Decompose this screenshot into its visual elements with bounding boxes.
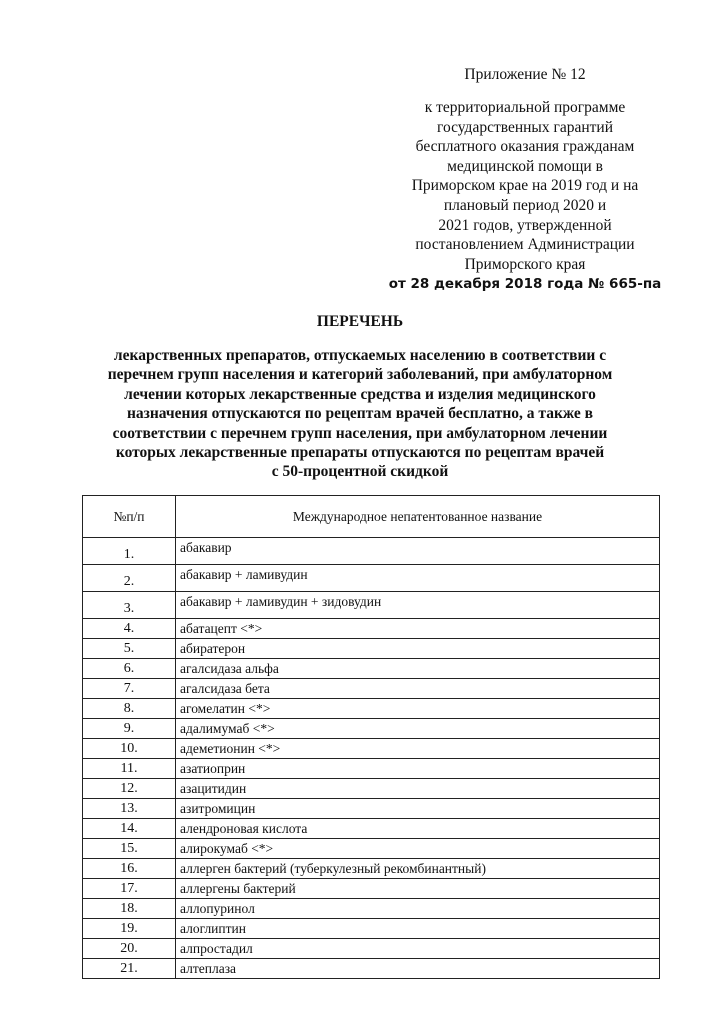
row-number: 6.	[83, 659, 176, 679]
drug-name: абакавир + ламивудин	[176, 565, 660, 592]
row-number: 8.	[83, 699, 176, 719]
drug-name: азатиоприн	[176, 759, 660, 779]
appendix-line: 2021 годов, утвержденной	[438, 216, 612, 234]
row-number: 14.	[83, 819, 176, 839]
row-number: 2.	[83, 565, 176, 592]
table-row	[83, 538, 660, 565]
drug-table	[82, 495, 660, 979]
appendix-line: Приморском крае на 2019 год и на	[411, 177, 639, 195]
appendix-line: медицинской помощи в	[447, 157, 603, 175]
row-number: 13.	[83, 799, 176, 819]
appendix-line: постановлением Администрации	[415, 236, 635, 254]
drug-name: алоглиптин	[176, 919, 660, 939]
appendix-line: к территориальной программе	[424, 99, 626, 116]
row-number: 9.	[83, 719, 176, 739]
table-row	[83, 619, 660, 639]
row-number: 11.	[83, 759, 176, 779]
row-number: 10.	[83, 739, 176, 759]
table-row	[83, 799, 660, 819]
row-number: 15.	[83, 839, 176, 859]
row-number: 5.	[83, 639, 176, 659]
appendix-text	[380, 98, 670, 274]
table-row	[83, 819, 660, 839]
subtitle-line: лечении которых лекарственные средства и изделия медицинского	[124, 385, 596, 403]
table-row	[83, 779, 660, 799]
drug-name: аллопуринол	[176, 899, 660, 919]
table-row	[83, 719, 660, 739]
row-number: 19.	[83, 919, 176, 939]
row-number: 1.	[83, 538, 176, 565]
table-row	[83, 899, 660, 919]
table-row	[83, 859, 660, 879]
drug-name: адеметионин <*>	[176, 739, 660, 759]
table-row	[83, 759, 660, 779]
subtitle-line: соответствии с перечнем групп населения, при амбулаторном лечении	[112, 424, 608, 442]
row-number: 18.	[83, 899, 176, 919]
appendix-line: бесплатного оказания гражданам	[415, 138, 635, 156]
column-header-name: Международное непатентованное название	[176, 496, 660, 538]
table-row	[83, 639, 660, 659]
table-row	[83, 939, 660, 959]
table-row	[83, 592, 660, 619]
table-row	[83, 919, 660, 939]
table-row	[83, 659, 660, 679]
drug-name: алпростадил	[176, 939, 660, 959]
drug-name: абиратерон	[176, 639, 660, 659]
table-row	[83, 565, 660, 592]
document-subtitle	[60, 346, 660, 482]
row-number: 20.	[83, 939, 176, 959]
appendix-line: плановый период 2020 и	[443, 196, 607, 214]
drug-name: агалсидаза альфа	[176, 659, 660, 679]
table-row	[83, 699, 660, 719]
drug-name: алтеплаза	[176, 959, 660, 979]
drug-name: агалсидаза бета	[176, 679, 660, 699]
table-row	[83, 739, 660, 759]
row-number: 17.	[83, 879, 176, 899]
table-row	[83, 839, 660, 859]
subtitle-line: лекарственных препаратов, отпускаемых населению в соответствии с	[113, 347, 607, 364]
table-row	[83, 679, 660, 699]
table-header-row	[83, 496, 660, 538]
resolution-stamp: от 28 декабря 2018 года № 665-па	[388, 276, 662, 292]
drug-name: аллерген бактерий (туберкулезный рекомбинантный)	[176, 859, 660, 879]
subtitle-line: перечнем групп населения и категорий заболеваний, при амбулаторном	[107, 366, 613, 384]
drug-name: агомелатин <*>	[176, 699, 660, 719]
subtitle-line: назначения отпускаются по рецептам врачей бесплатно, а также в	[126, 405, 594, 423]
row-number: 7.	[83, 679, 176, 699]
row-number: 21.	[83, 959, 176, 979]
row-number: 12.	[83, 779, 176, 799]
drug-name: абакавир + ламивудин + зидовудин	[176, 592, 660, 619]
row-number: 16.	[83, 859, 176, 879]
drug-name: аллергены бактерий	[176, 879, 660, 899]
row-number: 4.	[83, 619, 176, 639]
appendix-line: Приморского края	[464, 255, 586, 273]
drug-name: азацитидин	[176, 779, 660, 799]
drug-name: адалимумаб <*>	[176, 719, 660, 739]
subtitle-line: которых лекарственные препараты отпускаются по рецептам врачей	[115, 444, 605, 462]
drug-name: абатацепт <*>	[176, 619, 660, 639]
table-row	[83, 959, 660, 979]
appendix-title: Приложение № 12	[464, 66, 586, 83]
drug-name: абакавир	[176, 538, 660, 565]
row-number: 3.	[83, 592, 176, 619]
table-row	[83, 879, 660, 899]
drug-name: алирокумаб <*>	[176, 839, 660, 859]
document-title: ПЕРЕЧЕНЬ	[316, 313, 404, 330]
drug-name: азитромицин	[176, 799, 660, 819]
drug-name: алендроновая кислота	[176, 819, 660, 839]
appendix-line: государственных гарантий	[437, 118, 613, 136]
subtitle-line: с 50-процентной скидкой	[271, 463, 449, 481]
column-header-number: №п/п	[83, 496, 176, 538]
